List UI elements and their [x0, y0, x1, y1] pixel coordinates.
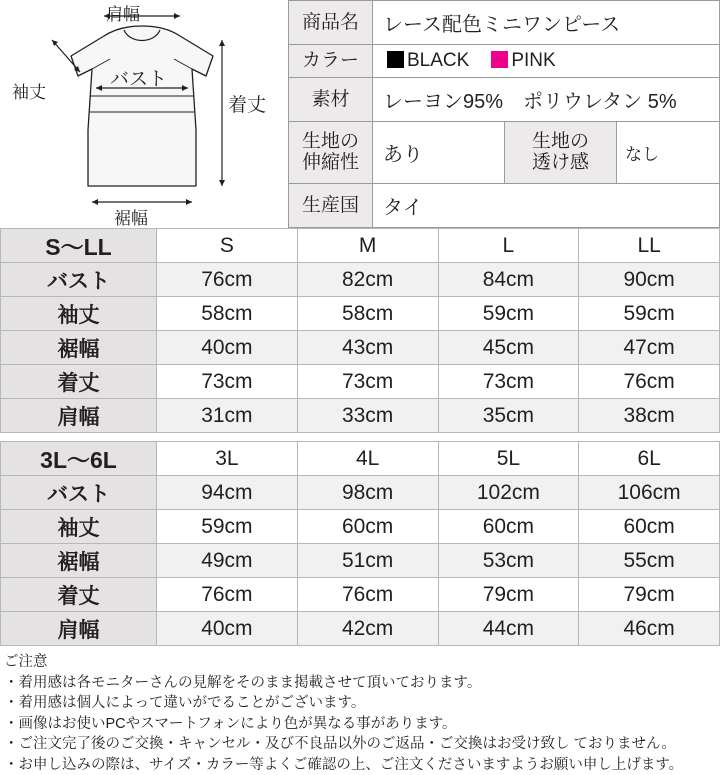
cell-length-5l: 79cm — [438, 578, 579, 612]
cell-bust-s: 76cm — [157, 263, 298, 297]
label-sleeve-length: 袖丈 — [12, 83, 46, 102]
table-row — [1, 331, 720, 365]
spec-value-origin: タイ — [373, 184, 720, 228]
row-label-sleeve: 袖丈 — [1, 297, 157, 331]
table-row — [1, 510, 720, 544]
cell-bust-4l: 98cm — [297, 476, 438, 510]
col-header-3l: 3L — [157, 442, 298, 476]
cell-length-s: 73cm — [157, 365, 298, 399]
spec-row-origin — [289, 184, 720, 228]
cell-length-4l: 76cm — [297, 578, 438, 612]
table-header-row — [1, 442, 720, 476]
garment-illustration — [0, 0, 288, 228]
row-label-bust: バスト — [1, 476, 157, 510]
cell-sleeve-l: 59cm — [438, 297, 579, 331]
cell-shoulder-l: 35cm — [438, 399, 579, 433]
col-header-4l: 4L — [297, 442, 438, 476]
table-row — [1, 365, 720, 399]
note-line-2: ・着用感は個人によって違いがでることがございます。 — [4, 695, 366, 712]
cell-shoulder-3l: 40cm — [157, 612, 298, 646]
cell-hem-5l: 53cm — [438, 544, 579, 578]
cell-length-l: 73cm — [438, 365, 579, 399]
row-label-bust: バスト — [1, 263, 157, 297]
cell-bust-ll: 90cm — [579, 263, 720, 297]
spec-value-color — [373, 44, 720, 78]
note-line-5: ・お申し込みの際は、サイズ・カラー等よくご確認の上、ご注文くださいますようお願い申し上げます。 — [4, 756, 684, 773]
spec-label-sheer-line2: 透け感 — [531, 151, 589, 173]
color-label-black: BLACK — [407, 49, 470, 71]
cell-sleeve-4l: 60cm — [297, 510, 438, 544]
table-header-row — [1, 229, 720, 263]
cell-sleeve-ll: 59cm — [579, 297, 720, 331]
cell-sleeve-m: 58cm — [297, 297, 438, 331]
cell-shoulder-4l: 42cm — [297, 612, 438, 646]
col-header-m: M — [297, 229, 438, 263]
notes-section — [0, 646, 720, 775]
size-table-3l-6l — [0, 441, 720, 646]
cell-bust-6l: 106cm — [579, 476, 720, 510]
spec-value-product-name: レース配色ミニワンピース — [373, 1, 720, 45]
spec-row-color — [289, 44, 720, 78]
cell-hem-6l: 55cm — [579, 544, 720, 578]
col-header-l: L — [438, 229, 579, 263]
cell-shoulder-6l: 46cm — [579, 612, 720, 646]
spec-label-material: 素材 — [289, 78, 373, 122]
cell-length-6l: 79cm — [579, 578, 720, 612]
table-row — [1, 476, 720, 510]
notes-title: ご注意 — [4, 654, 48, 670]
spec-row-product-name — [289, 1, 720, 45]
table-separator — [0, 433, 720, 441]
product-spec-table — [288, 0, 720, 228]
spec-label-sheer — [505, 121, 617, 183]
cell-sleeve-5l: 60cm — [438, 510, 579, 544]
table-row — [1, 578, 720, 612]
row-label-length: 着丈 — [1, 578, 157, 612]
col-header-ll: LL — [579, 229, 720, 263]
cell-hem-4l: 51cm — [297, 544, 438, 578]
color-swatch-black — [387, 51, 404, 68]
cell-bust-l: 84cm — [438, 263, 579, 297]
row-label-length: 着丈 — [1, 365, 157, 399]
size-range-label-2: 3L〜6L — [1, 442, 157, 476]
cell-shoulder-5l: 44cm — [438, 612, 579, 646]
cell-sleeve-6l: 60cm — [579, 510, 720, 544]
note-line-3: ・画像はお使いPCやスマートフォンにより色が異なる事があります。 — [4, 715, 457, 732]
size-range-label-1: S〜LL — [1, 229, 157, 263]
cell-hem-s: 40cm — [157, 331, 298, 365]
table-row — [1, 544, 720, 578]
cell-hem-m: 43cm — [297, 331, 438, 365]
cell-shoulder-s: 31cm — [157, 399, 298, 433]
cell-bust-m: 82cm — [297, 263, 438, 297]
cell-length-m: 73cm — [297, 365, 438, 399]
col-header-6l: 6L — [579, 442, 720, 476]
spec-label-color: カラー — [289, 44, 373, 78]
spec-label-product-name: 商品名 — [289, 1, 373, 45]
cell-length-3l: 76cm — [157, 578, 298, 612]
row-label-sleeve: 袖丈 — [1, 510, 157, 544]
spec-label-origin: 生産国 — [289, 184, 373, 228]
spec-value-sheer: なし — [617, 121, 720, 183]
cell-length-ll: 76cm — [579, 365, 720, 399]
table-row — [1, 612, 720, 646]
spec-value-material: レーヨン95% ポリウレタン 5% — [373, 78, 720, 122]
color-swatch-pink — [491, 51, 508, 68]
color-label-pink: PINK — [511, 49, 556, 71]
cell-shoulder-ll: 38cm — [579, 399, 720, 433]
note-line-4: ・ご注文完了後のご交換・キャンセル・及び不良品以外のご返品・ご交換はお受け致し ておりません。 — [4, 736, 676, 753]
row-label-shoulder: 肩幅 — [1, 399, 157, 433]
spec-value-stretch: あり — [373, 121, 505, 183]
row-label-shoulder: 肩幅 — [1, 612, 157, 646]
spec-row-stretch-sheer — [289, 121, 720, 183]
table-row — [1, 399, 720, 433]
top-section — [0, 0, 720, 228]
cell-hem-l: 45cm — [438, 331, 579, 365]
label-hem-width: 裾幅 — [114, 209, 148, 228]
note-line-1: ・着用感は各モニターさんの見解をそのまま掲載させて頂いております。 — [4, 674, 482, 691]
cell-sleeve-s: 58cm — [157, 297, 298, 331]
col-header-5l: 5L — [438, 442, 579, 476]
size-table-s-ll — [0, 228, 720, 433]
color-pink — [491, 50, 555, 72]
label-shoulder-width: 肩幅 — [106, 5, 140, 24]
spec-label-stretch-line1: 生地の — [301, 130, 359, 152]
table-row — [1, 297, 720, 331]
spec-label-stretch — [289, 121, 373, 183]
col-header-s: S — [157, 229, 298, 263]
cell-bust-5l: 102cm — [438, 476, 579, 510]
row-label-hem: 裾幅 — [1, 544, 157, 578]
label-dress-length: 着丈 — [228, 95, 267, 116]
cell-hem-ll: 47cm — [579, 331, 720, 365]
color-black — [387, 50, 469, 72]
cell-bust-3l: 94cm — [157, 476, 298, 510]
label-bust: バスト — [110, 69, 168, 90]
row-label-hem: 裾幅 — [1, 331, 157, 365]
cell-shoulder-m: 33cm — [297, 399, 438, 433]
cell-sleeve-3l: 59cm — [157, 510, 298, 544]
table-row — [1, 263, 720, 297]
cell-hem-3l: 49cm — [157, 544, 298, 578]
spec-row-material — [289, 78, 720, 122]
spec-label-stretch-line2: 伸縮性 — [301, 151, 359, 173]
spec-label-sheer-line1: 生地の — [531, 130, 589, 152]
